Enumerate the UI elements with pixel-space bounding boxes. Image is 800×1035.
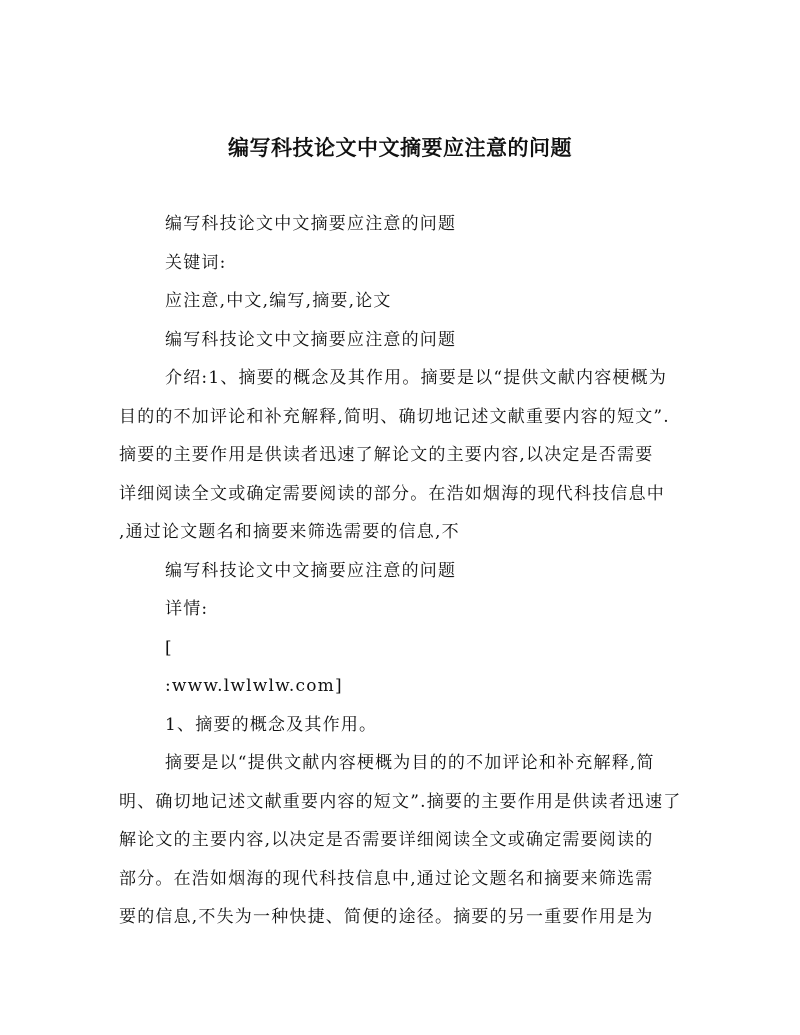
paragraph	[119, 244, 679, 283]
paragraph	[119, 706, 679, 745]
paragraph-line: 部分。在浩如烟海的现代科技信息中,通过论文题名和摘要来筛选需	[119, 868, 654, 889]
paragraph-line: [	[165, 637, 173, 658]
paragraph-line: 要的信息,不失为一种快捷、简便的途径。摘要的另一重要作用是为	[119, 907, 654, 927]
paragraph-line: 编写科技论文中文摘要应注意的问题	[165, 560, 457, 581]
paragraph-line: 编写科技论文中文摘要应注意的问题	[165, 214, 457, 234]
paragraph	[119, 667, 679, 706]
paragraph	[119, 282, 679, 321]
paragraph-line: 1、摘要的概念及其作用。	[165, 714, 378, 735]
paragraph-line: 解论文的主要内容,以决定是否需要详细阅读全文或确定需要阅读的	[119, 830, 654, 850]
paragraph-line: 摘要的主要作用是供读者迅速了解论文的主要内容,以决定是否需要	[119, 445, 654, 465]
paragraph-line: 详情:	[165, 599, 209, 619]
paragraph-line: :www.lwlwlw.com]	[165, 676, 343, 696]
document-title: 编写科技论文中文摘要应注意的问题	[228, 135, 572, 160]
paragraph	[119, 552, 679, 591]
paragraph	[119, 205, 679, 244]
paragraph-line: 介绍:1、摘要的概念及其作用。摘要是以“提供文献内容梗概为	[165, 368, 668, 388]
paragraph-line: 关键词:	[165, 252, 227, 273]
paragraph-line: 应注意,中文,编写,摘要,论文	[165, 291, 392, 311]
paragraph	[119, 321, 679, 360]
paragraph-line: ,通过论文题名和摘要来筛选需要的信息,不	[119, 522, 460, 542]
paragraph-line: 目的的不加评论和补充解释,简明、确切地记述文献重要内容的短文”.	[119, 406, 670, 427]
paragraph-line: 编写科技论文中文摘要应注意的问题	[165, 329, 457, 350]
paragraph-line: 摘要是以“提供文献内容梗概为目的的不加评论和补充解释,简	[165, 753, 655, 773]
paragraph	[119, 590, 679, 629]
paragraph-line: 详细阅读全文或确定需要阅读的部分。在浩如烟海的现代科技信息中	[119, 483, 665, 504]
paragraph	[119, 629, 679, 668]
paragraph-line: 明、确切地记述文献重要内容的短文”.摘要的主要作用是供读者迅速了	[119, 791, 682, 812]
document-body	[119, 205, 682, 937]
paragraph	[119, 744, 682, 937]
paragraph	[119, 359, 679, 552]
